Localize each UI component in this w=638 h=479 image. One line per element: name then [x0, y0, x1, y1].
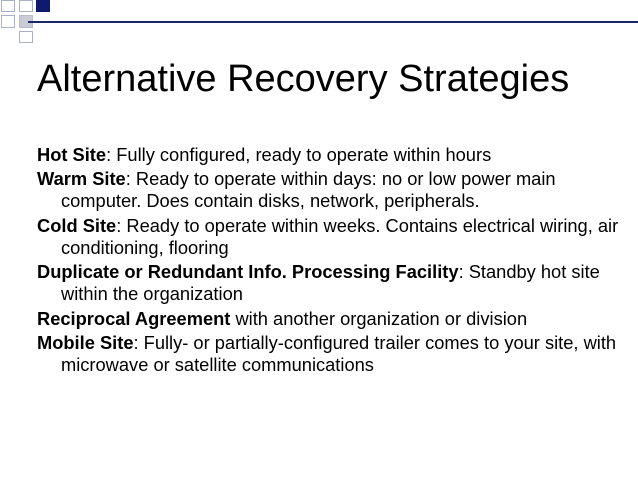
item-text: : Fully- or partially-configured trailer comes to your site, with microwave or satellite communications: [61, 331, 617, 376]
list-item-hot-site: [37, 144, 632, 166]
bullet-list: [37, 144, 632, 378]
item-term: Mobile Site: [37, 331, 134, 353]
corner-square-outline-icon: [1, 0, 15, 12]
slide-title: Alternative Recovery Strategies: [37, 58, 570, 100]
top-rule: [28, 21, 638, 23]
corner-square-outline-icon: [19, 0, 33, 12]
item-text: with another organization or division: [230, 307, 528, 329]
item-term: Cold Site: [37, 214, 117, 236]
list-item-warm-site: [37, 168, 632, 213]
item-term: Reciprocal Agreement: [37, 307, 231, 329]
item-term: Duplicate or Redundant Info. Processing Facility: [37, 261, 459, 283]
item-text: : Ready to operate within days: no or low power main computer. Does contain disks, network, peripherals.: [61, 168, 556, 212]
item-term: Warm Site: [37, 168, 126, 190]
item-text: : Standby hot site within the organization: [61, 261, 600, 305]
corner-square-outline-icon: [19, 31, 33, 43]
item-term: Hot Site: [37, 144, 107, 165]
list-item-mobile-site: [37, 332, 632, 377]
item-text: : Fully configured, ready to operate within hours: [106, 144, 492, 165]
list-item-cold-site: [37, 215, 632, 260]
list-item-duplicate-facility: [37, 261, 632, 306]
item-text: : Ready to operate within weeks. Contains electrical wiring, air conditioning, flooring: [61, 214, 619, 258]
list-item-reciprocal-agreement: [37, 308, 632, 330]
corner-square-filled-icon: [36, 0, 50, 12]
corner-square-outline-icon: [1, 15, 15, 28]
